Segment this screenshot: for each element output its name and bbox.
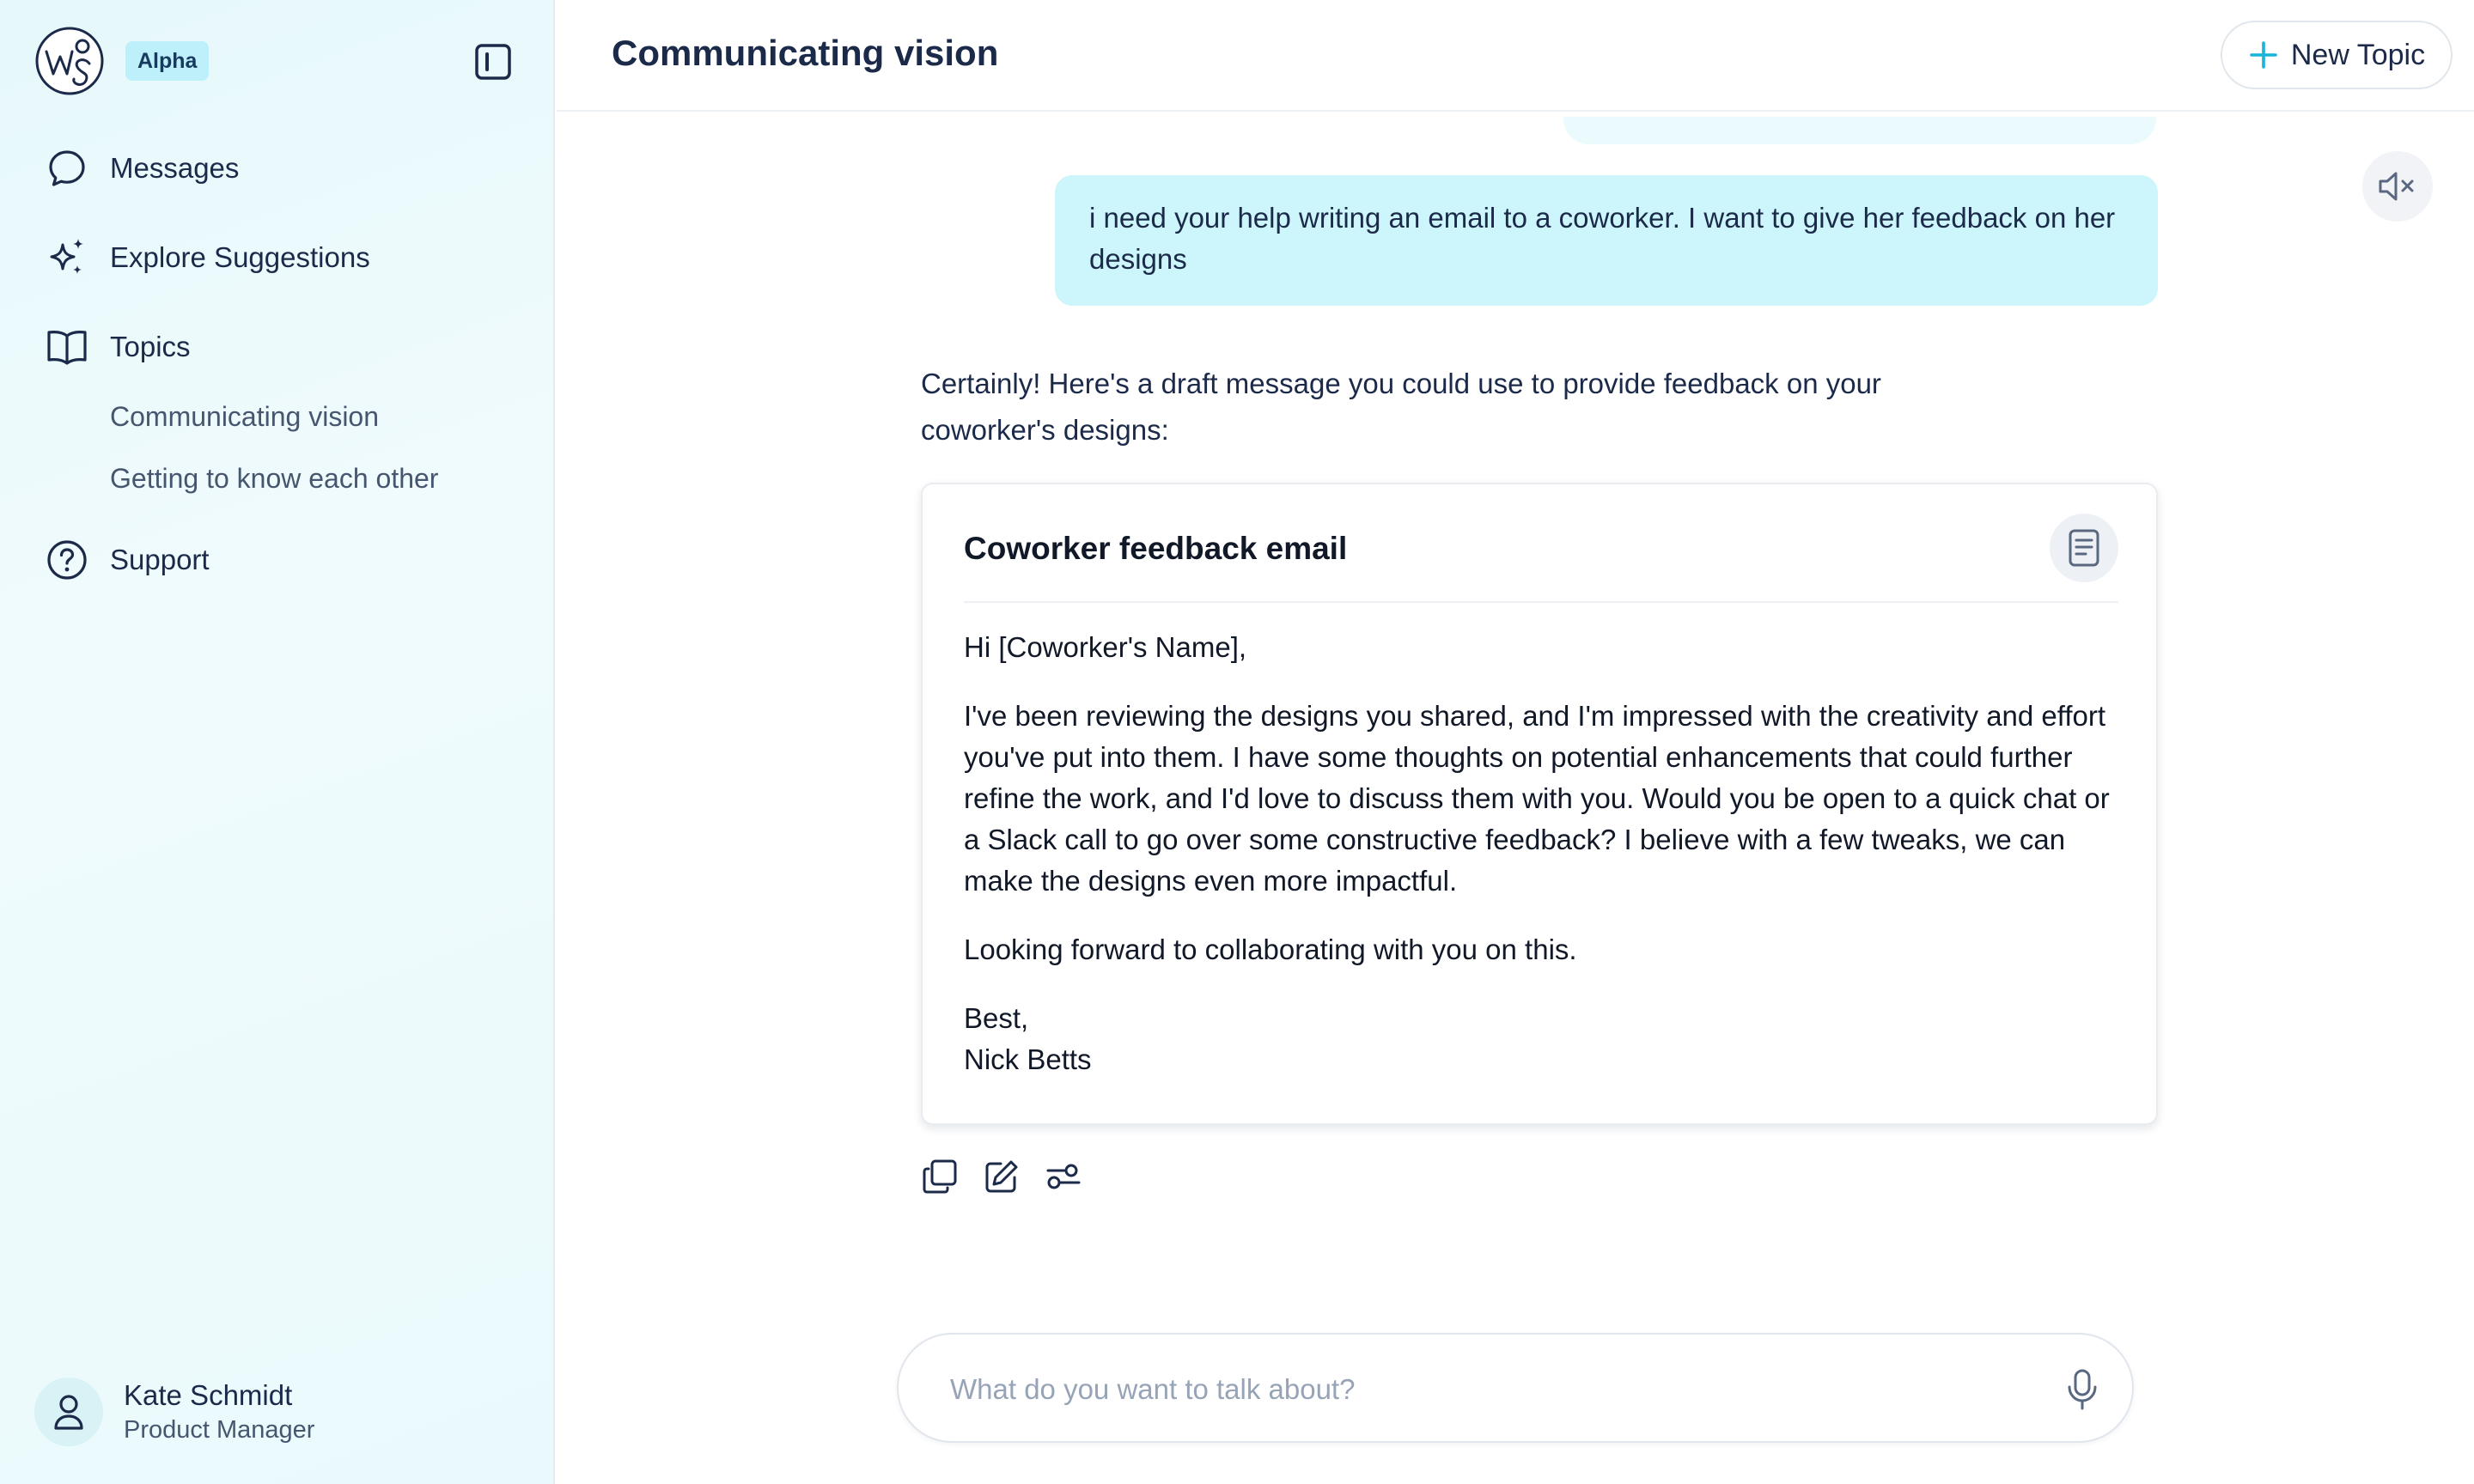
logo-icon[interactable] [34,26,105,96]
chat-bubble-icon [45,146,89,191]
mute-button[interactable] [2362,151,2433,222]
plus-icon [2248,40,2279,70]
email-signature: Nick Betts [964,1043,1092,1075]
brand [34,26,209,96]
book-icon [45,325,89,369]
copy-button[interactable] [921,1158,959,1195]
user-icon [52,1393,86,1431]
document-button[interactable] [2050,514,2118,582]
topic-item-getting-to-know[interactable]: Getting to know each other [110,463,439,494]
header [557,0,2474,112]
email-greeting: Hi [Coworker's Name], [964,631,1247,663]
email-card-title: Coworker feedback email [964,531,1348,566]
user-role: Product Manager [124,1416,315,1444]
adjust-icon [1045,1159,1082,1195]
sidebar-item-label: Topics [110,331,191,362]
divider [964,601,2118,603]
email-draft-card [921,483,2158,1125]
sidebar-item-label: Explore Suggestions [110,241,370,273]
email-body [964,627,2124,1080]
message-input[interactable] [950,1364,2015,1415]
new-topic-label: New Topic [2290,38,2426,71]
sidebar-item-messages[interactable] [45,144,239,192]
alpha-badge: Alpha [125,41,209,81]
new-topic-button[interactable] [2221,21,2453,89]
sidebar-item-label: Support [110,544,210,575]
sidebar-item-topics[interactable] [45,323,191,371]
microphone-button[interactable] [2058,1365,2106,1414]
sparkles-icon [45,235,89,280]
page-title: Communicating vision [612,33,999,73]
email-closing-line: Looking forward to collaborating with you on this. [964,934,1577,965]
sidebar-item-label: Messages [110,152,240,184]
edit-button[interactable] [983,1158,1021,1195]
avatar [34,1378,103,1446]
user-message-bubble: i need your help writing an email to a coworker. I want to give her feedback on her designs [1055,175,2158,306]
speaker-muted-icon [2377,169,2418,204]
help-circle-icon [45,538,89,582]
email-paragraph: I've been reviewing the designs you shared, and I'm impressed with the creativity and effort you've put into them. I have some thoughts on potential enhancements that could further refine the work, and I'd love to discuss them with you. Would you be open to a quick chat or a Slack call to go over some constructive feedback? I believe with a few tweaks, we can make the designs even more impactful. [964,700,2110,897]
edit-icon [984,1159,1020,1195]
user-profile[interactable] [34,1378,314,1446]
topic-item-communicating-vision[interactable]: Communicating vision [110,401,380,432]
sidebar-item-support[interactable] [45,536,210,584]
message-actions [921,1158,1106,1195]
microphone-icon [2065,1368,2099,1411]
adjust-button[interactable] [1045,1158,1082,1195]
message-composer [897,1333,2134,1443]
copy-icon [922,1159,958,1195]
sidebar-item-explore-suggestions[interactable] [45,234,370,282]
sidebar-toggle-icon [474,43,512,81]
sidebar [0,0,555,1484]
document-icon [2067,528,2101,568]
assistant-message: Certainly! Here's a draft message you could use to provide feedback on your coworker's designs: [921,368,1881,446]
email-sign-off: Best, [964,1002,1029,1034]
user-name: Kate Schmidt [124,1379,293,1411]
collapse-sidebar-button[interactable] [474,43,512,81]
previous-message-bubble [1563,117,2156,144]
